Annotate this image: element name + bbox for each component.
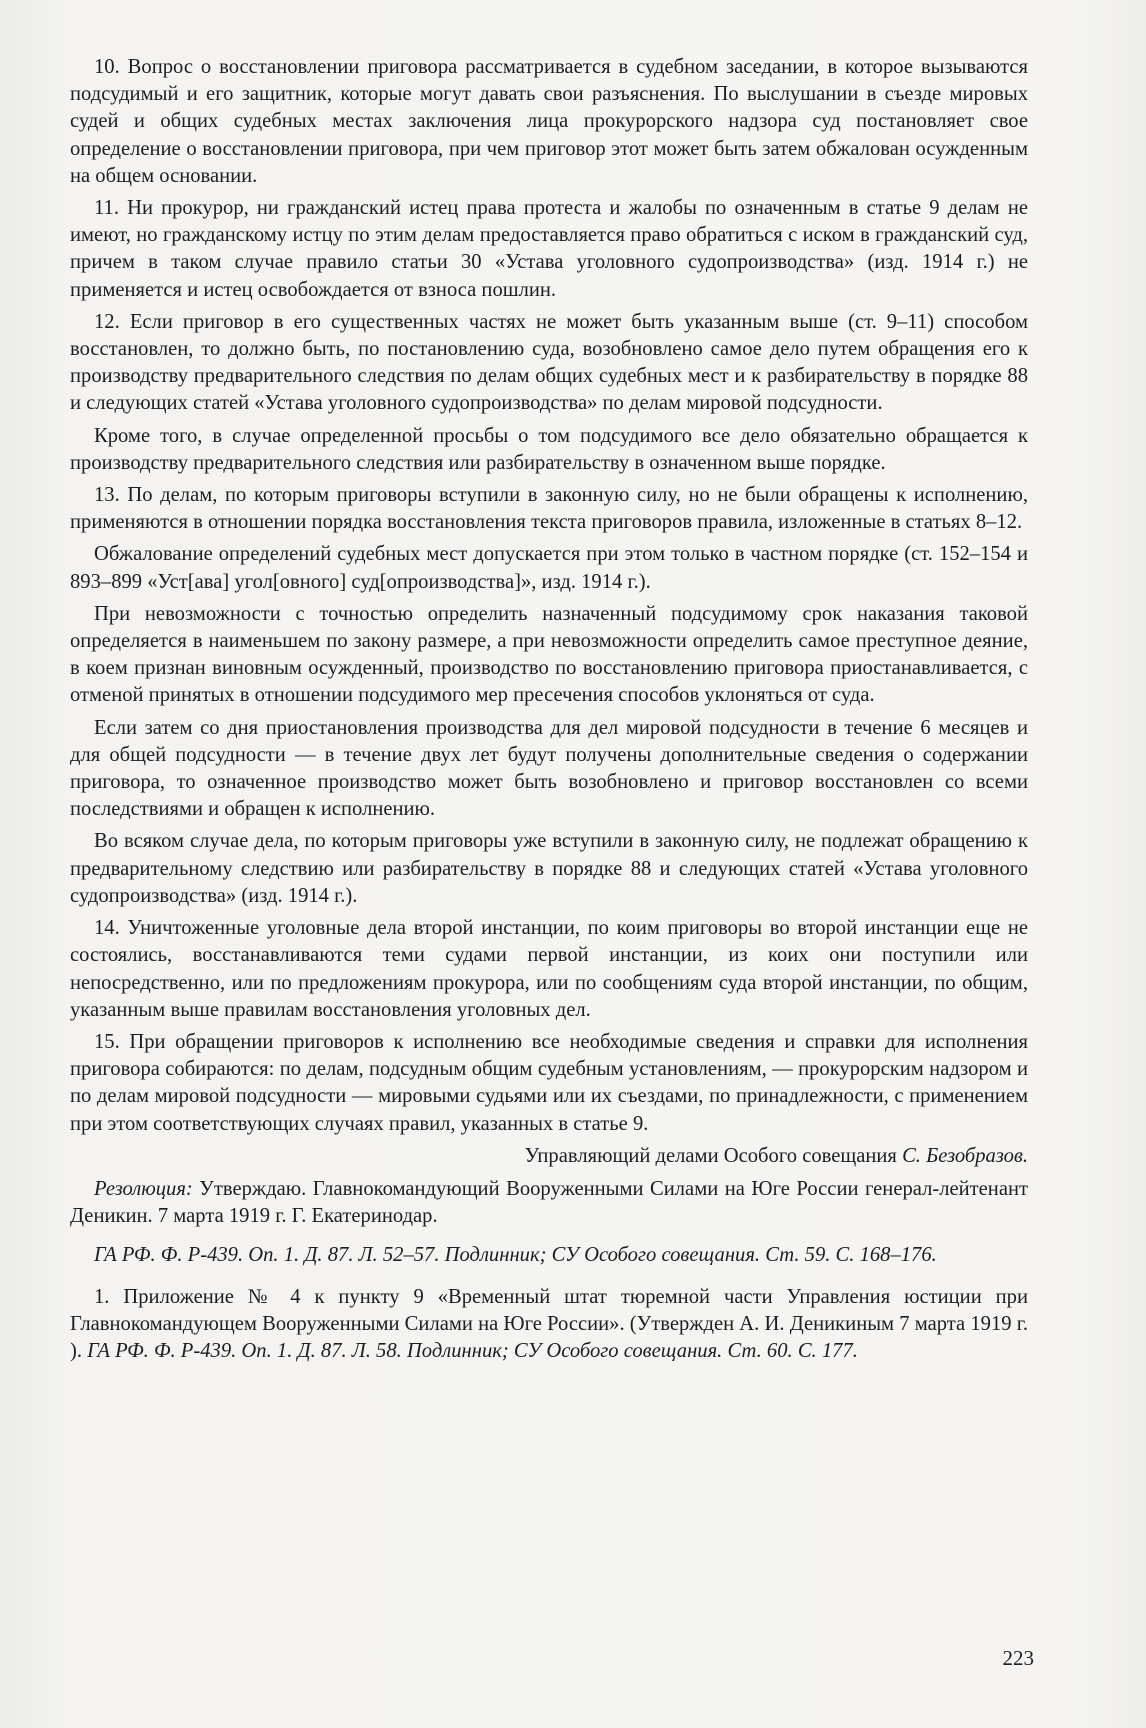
attachment-source: ГА РФ. Ф. Р-439. Оп. 1. Д. 87. Л. 58. Подлинник; СУ Особого совещания. Ст. 60. С. 177. <box>87 1339 858 1362</box>
signature-name: С. Безобразов. <box>902 1144 1028 1167</box>
paragraph-10: 10. Вопрос о восстановлении приговора рассматривается в судебном заседании, в которое вызываются подсудимый и его защитник, которые могут давать свои разъяснения. По выслушании в съезде мировых судей и общих судебных местах заключения лица прокурорского надзора суд постановляет свое определение о восстановлении приговора, при чем приговор этот может быть затем обжалован осужденным на общем основании. <box>70 56 1028 187</box>
resolution-label: Резолюция: <box>94 1177 193 1200</box>
paragraph-13: 13. По делам, по которым приговоры вступили в законную силу, но не были обращены к исполнению, применяются в отношении порядка восстановления текста приговоров правила, изложенные в статьях 8–12. <box>70 484 1028 534</box>
paragraph-13-impossibility: При невозможности с точностью определить назначенный подсудимому срок наказания таковой определяется в наименьшем по закону размере, а при невозможности определить самое преступное деяние, в коем признан виновным осужденный, производство по восстановлению приговора приостанавливается, с отменой принятых в отношении подсудимого мер пресечения способов уклоняться от суда. <box>70 602 1028 707</box>
attachment-text: 1. Приложение № 4 к пункту 9 «Временный штат тюремной части Управления юстиции при Главнокомандующем Вооруженными Силами на Юге России». (Утвержден А. И. Деникиным 7 марта 1919 г. ). <box>70 1285 1028 1362</box>
signature-line <box>70 1143 1028 1170</box>
resolution <box>70 1176 1028 1230</box>
paragraph-13-appeal: Обжалование определений судебных мест допускается при этом только в частном порядке (ст. 152–154 и 893–899 «Уст[ава] угол[овного] суд[опроизводства]», изд. 1914 г.). <box>70 543 1028 593</box>
attachment-note <box>70 1284 1028 1366</box>
paragraph-12: 12. Если приговор в его существенных частях не может быть указанным выше (ст. 9–11) способом восстановлен, то должно быть, по постановлению суда, возобновлено самое дело путем обращения его к производству предварительного следствия по делам общих судебных мест и к разбирательству в порядке 88 и следующих статей «Устава уголовного судопроизводства» по делам мировой подсудности. <box>70 310 1028 415</box>
page-number: 223 <box>1002 1646 1034 1670</box>
document-body <box>70 54 1028 1370</box>
archive-reference: ГА РФ. Ф. Р-439. Оп. 1. Д. 87. Л. 52–57. Подлинник; СУ Особого совещания. Ст. 59. С. 168–176. <box>94 1244 937 1267</box>
paragraph-15: 15. При обращении приговоров к исполнению все необходимые сведения и справки для исполнения приговора собираются: по делам, подсудным общим судебным установлениям, — прокурорским надзором и по делам мировой подсудности — мировыми судьями или их съездами, по принадлежности, с применением при этом соответствующих случаях правил, указанных в статье 9. <box>70 1030 1028 1135</box>
paragraph-13-resumption: Если затем со дня приостановления производства для дел мировой подсудности в течение 6 месяцев и для общей подсудности — в течение двух лет будут получены дополнительные сведения о содержании приговора, то означенное производство может быть возобновлено и приговор восстановлен со всеми последствиями и обращен к исполнению. <box>70 716 1028 821</box>
paragraph-14: 14. Уничтоженные уголовные дела второй инстанции, по коим приговоры во второй инстанции еще не состоялись, восстанавливаются теми судами первой инстанции, из коих они поступили или непосредственно, или по предложениям прокурора, или по сообщениям суда второй инстанции, по общим, указанным выше правилам восстановления уголовных дел. <box>70 917 1028 1021</box>
paragraph-12-addendum: Кроме того, в случае определенной просьбы о том подсудимого все дело обязательно обращается к производству предварительного следствия или разбирательству в означенном выше порядке. <box>70 424 1028 474</box>
paragraph-13-final: Во всяком случае дела, по которым приговоры уже вступили в законную силу, не подлежат обращению к предварительному следствию или разбирательству в порядке 88 и следующих статей «Устава уголовного судопроизводства» (изд. 1914 г.). <box>70 830 1028 907</box>
signature-title: Управляющий делами Особого совещания <box>524 1144 897 1167</box>
paragraph-11: 11. Ни прокурор, ни гражданский истец права протеста и жалобы по означенным в статье 9 делам не имеют, но гражданскому истцу по этим делам предоставляется право обратиться с иском в гражданский суд, причем в таком случае правило статьи 30 «Устава уголовного судопроизводства» (изд. 1914 г.) не применяется и истец освобождается от взноса пошлин. <box>70 197 1028 301</box>
resolution-text: Утверждаю. Главнокомандующий Вооруженными Силами на Юге России генерал-лейтенант Деникин. 7 марта 1919 г. Г. Екатеринодар. <box>70 1177 1028 1228</box>
